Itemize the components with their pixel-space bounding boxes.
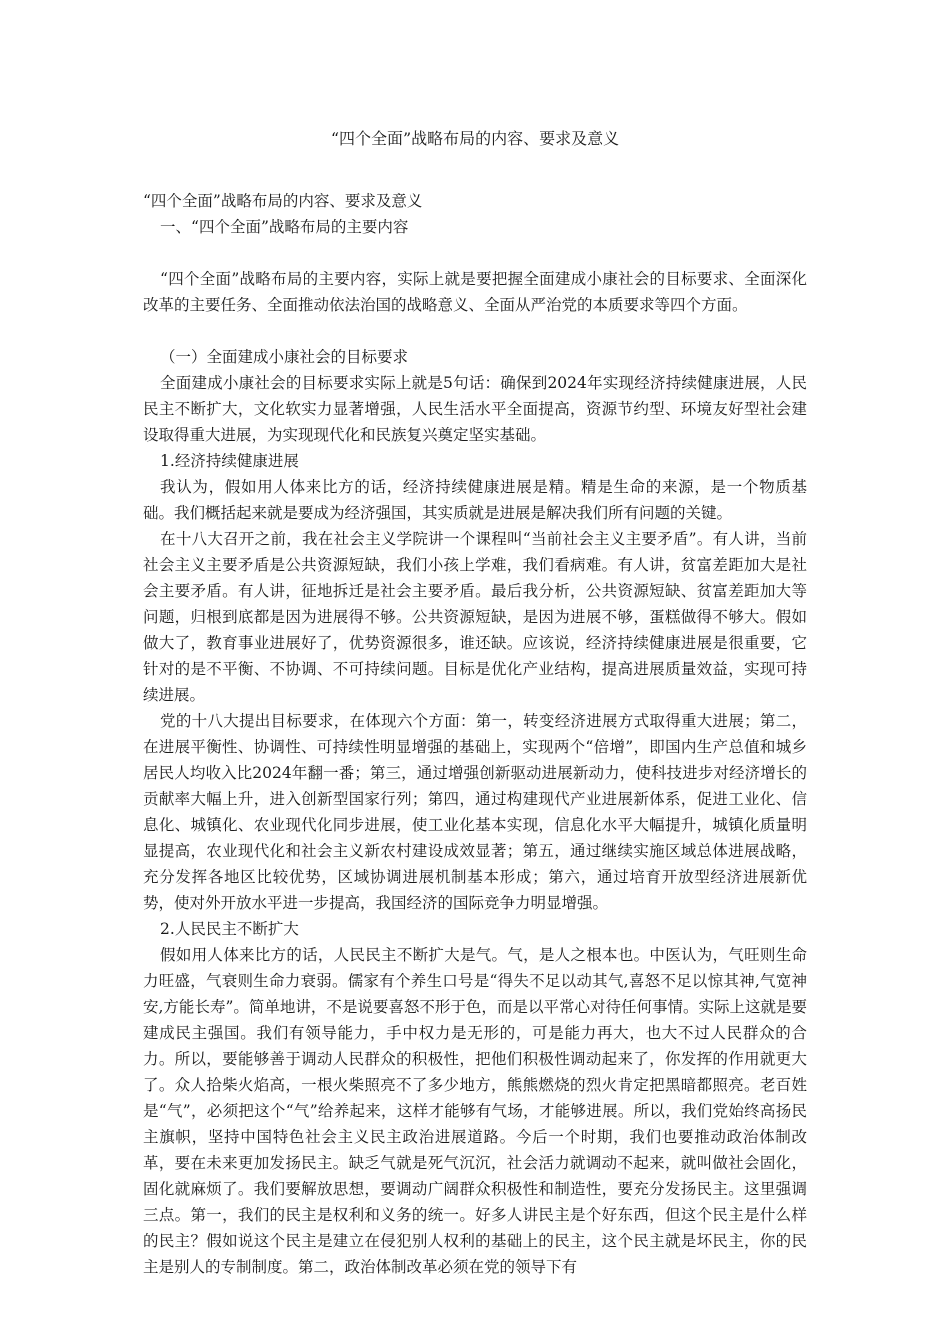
- point-one-paragraph-1: 我认为，假如用人体来比方的话，经济持续健康进展是精。精是生命的来源，是一个物质基础。我们概括起来就是要成为经济强国，其实质就是进展是解决我们所有问题的关键。: [143, 478, 807, 522]
- point-one-title: 1.经济持续健康进展: [160, 452, 299, 470]
- subsection-one-title: （一）全面建成小康社会的目标要求: [160, 348, 409, 366]
- document-title: “四个全面”战略布局的内容、要求及意义: [330, 129, 620, 148]
- point-two-title: 2.人民民主不断扩大: [160, 920, 299, 938]
- document-page: [143, 118, 807, 1280]
- intro-paragraph: “四个全面”战略布局的主要内容，实际上就是要把握全面建成小康社会的目标要求、全面深化改革的主要任务、全面推动依法治国的战略意义、全面从严治党的本质要求等四个方面。: [143, 270, 807, 314]
- heading-repeat: “四个全面”战略布局的内容、要求及意义: [143, 192, 423, 210]
- point-one-paragraph-3: 党的十八大提出目标要求，在体现六个方面：第一，转变经济进展方式取得重大进展；第二，在进展平衡性、协调性、可持续性明显增强的基础上，实现两个“倍增”，即国内生产总值和城乡居民人均收入比2024年翻一番；第三，通过增强创新驱动进展新动力，使科技进步对经济增长的贡献率大幅上升，进入创新型国家行列；第四，通过构建现代产业进展新体系，促进工业化、信息化、城镇化、农业现代化同步进展，使工业化基本实现，信息化水平大幅提升，城镇化质量明显提高，农业现代化和社会主义新农村建设成效显著；第五，通过继续实施区域总体进展战略，充分发挥各地区比较优势，区域协调进展机制基本形成；第六，通过培育开放型经济进展新优势，使对外开放水平进一步提高，我国经济的国际竞争力明显增强。: [143, 712, 807, 912]
- point-one-paragraph-2: 在十八大召开之前，我在社会主义学院讲一个课程叫“当前社会主义主要矛盾”。有人讲，当前社会主义主要矛盾是公共资源短缺，我们小孩上学难，我们看病难。有人讲，贫富差距加大是社会主要矛盾。有人讲，征地拆迁是社会主要矛盾。最后我分析，公共资源短缺、贫富差距加大等问题，归根到底都是因为进展得不够。公共资源短缺，是因为进展不够，蛋糕做得不够大。假如做大了，教育事业进展好了，优势资源很多，谁还缺。应该说，经济持续健康进展是很重要，它针对的是不平衡、不协调、不可持续问题。目标是优化产业结构，提高进展质量效益，实现可持续进展。: [143, 530, 807, 704]
- point-two-paragraph-1: 假如用人体来比方的话，人民民主不断扩大是气。气，是人之根本也。中医认为，气旺则生命力旺盛，气衰则生命力衰弱。儒家有个养生口号是“得失不足以动其气,喜怒不足以惊其神,气宽神安,方能长寿”。简单地讲，不是说要喜怒不形于色，而是以平常心对待任何事情。实际上这就是要建成民主强国。我们有领导能力，手中权力是无形的，可是能力再大，也大不过人民群众的合力。所以，要能够善于调动人民群众的积极性，把他们积极性调动起来了，你发挥的作用就更大了。众人拾柴火焰高，一根火柴照亮不了多少地方，熊熊燃烧的烈火肯定把黑暗都照亮。老百姓是“气”，必须把这个“气”给养起来，这样才能够有气场，才能够进展。所以，我们党始终高扬民主旗帜，坚持中国特色社会主义民主政治进展道路。今后一个时期，我们也要推动政治体制改革，要在未来更加发扬民主。缺乏气就是死气沉沉，社会活力就调动不起来，就叫做社会固化，固化就麻烦了。我们要解放思想，要调动广阔群众积极性和制造性，要充分发扬民主。这里强调三点。第一，我们的民主是权利和义务的统一。好多人讲民主是个好东西，但这个民主是什么样的民主？假如说这个民主是建立在侵犯别人权利的基础上的民主，这个民主就是坏民主，你的民主是别人的专制制度。第二，政治体制改革必须在党的领导下有: [143, 946, 807, 1276]
- goal-paragraph: 全面建成小康社会的目标要求实际上就是5句话：确保到2024年实现经济持续健康进展，人民民主不断扩大，文化软实力显著增强，人民生活水平全面提高，资源节约型、环境友好型社会建设取得重大进展，为实现现代化和民族复兴奠定坚实基础。: [143, 374, 807, 444]
- section-one-title: 一、“四个全面”战略布局的主要内容: [160, 218, 409, 236]
- spacer: [143, 318, 807, 344]
- spacer: [143, 240, 807, 266]
